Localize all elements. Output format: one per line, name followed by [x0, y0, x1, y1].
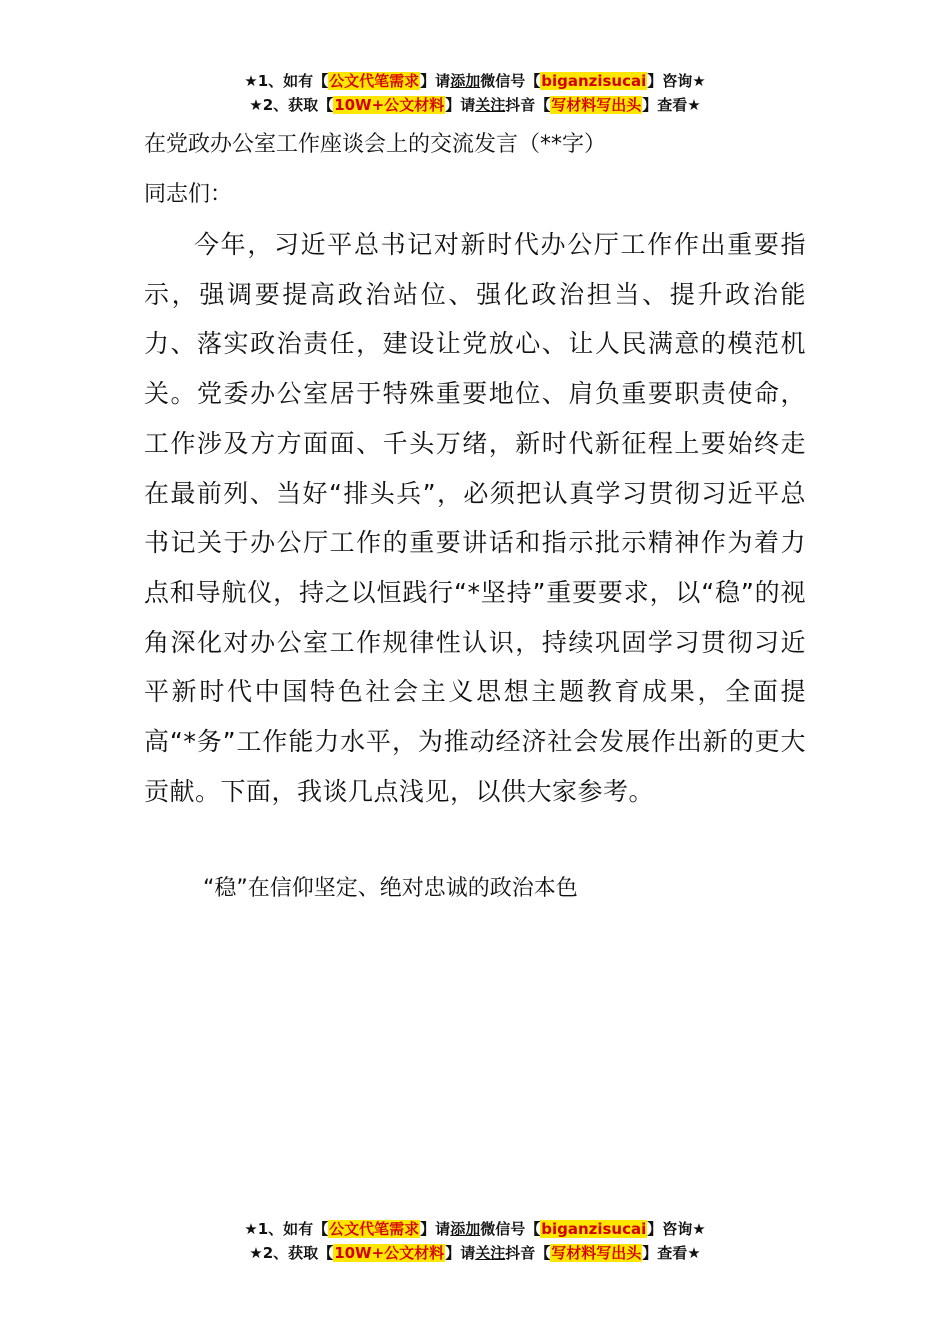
promo-line-2 [0, 93, 950, 117]
promo-text: ★1、如有【 [244, 1220, 329, 1238]
highlight-text: 10W+公文材料 [334, 96, 445, 114]
promo-text: 】请 [420, 72, 451, 90]
promo-text: 】请 [445, 96, 476, 114]
section-heading: “稳”在信仰坚定、绝对忠诚的政治本色 [203, 876, 578, 901]
promo-line-2 [0, 1241, 950, 1265]
promo-line-1 [0, 1217, 950, 1241]
document-title: 在党政办公室工作座谈会上的交流发言（**字） [144, 132, 607, 157]
greeting: 同志们： [144, 182, 233, 207]
underlined-text: 添加 [450, 72, 481, 90]
underlined-text: 关注 [475, 1244, 506, 1262]
promo-text: 抖音【 [505, 96, 551, 114]
underlined-text: 添加 [450, 1220, 481, 1238]
promo-banner-bottom [0, 1217, 950, 1265]
promo-text: 】咨询★ [647, 1220, 706, 1238]
wechat-id: biganzisucai [541, 72, 647, 90]
promo-text: 】查看★ [642, 1244, 701, 1262]
promo-text: 】查看★ [642, 96, 701, 114]
promo-text: 微信号【 [480, 1220, 541, 1238]
body-paragraph: 今年，习近平总书记对新时代办公厅工作作出重要指示，强调要提高政治站位、强化政治担当、提升政治能力、落实政治责任，建设让党放心、让人民满意的模范机关。党委办公室居于特殊重要地位、肩负重要职责使命，工作涉及方方面面、千头万绪，新时代新征程上要始终走在最前列、当好“排头兵”，必须把认真学习贯彻习近平总书记关于办公厅工作的重要讲话和指示批示精神作为着力点和导航仪，持之以恒践行“*坚持”重要要求，以“稳”的视角深化对办公室工作规律性认识，持续巩固学习贯彻习近平新时代中国特色社会主义思想主题教育成果，全面提高“*务”工作能力水平，为推动经济社会发展作出新的更大贡献。下面，我谈几点浅见，以供大家参考。 [144, 230, 806, 806]
highlight-text: 公文代笔需求 [329, 72, 420, 90]
promo-text: ★1、如有【 [244, 72, 329, 90]
underlined-text: 关注 [475, 96, 506, 114]
promo-text: 】请 [420, 1220, 451, 1238]
promo-banner-top [0, 69, 950, 117]
promo-text: 抖音【 [505, 1244, 551, 1262]
wechat-id: biganzisucai [541, 1220, 647, 1238]
highlight-text: 10W+公文材料 [334, 1244, 445, 1262]
promo-line-1 [0, 69, 950, 93]
promo-text: 】请 [445, 1244, 476, 1262]
promo-text: 】咨询★ [647, 72, 706, 90]
promo-text: 微信号【 [480, 72, 541, 90]
promo-text: ★2、获取【 [249, 1244, 334, 1262]
douyin-account: 写材料写出头 [551, 1244, 642, 1262]
promo-text: ★2、获取【 [249, 96, 334, 114]
highlight-text: 公文代笔需求 [329, 1220, 420, 1238]
douyin-account: 写材料写出头 [551, 96, 642, 114]
